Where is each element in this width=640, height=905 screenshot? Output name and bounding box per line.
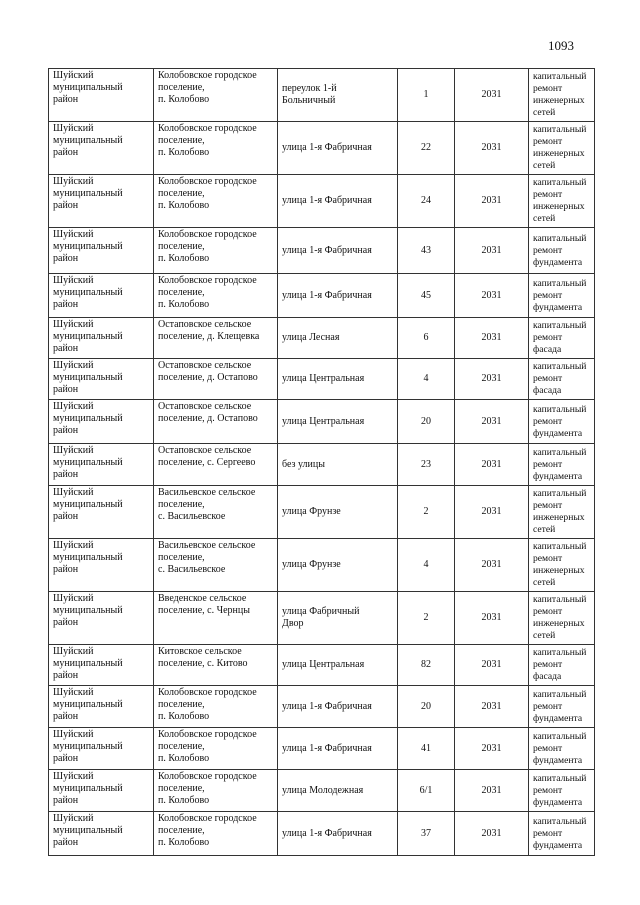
table-row	[49, 686, 595, 728]
street-cell-line: без улицы	[282, 458, 325, 470]
street-cell-line: улица 1-я Фабричная	[282, 244, 372, 256]
house-number-cell: 24	[398, 175, 455, 228]
work-type-cell-line: фундамента	[533, 796, 583, 808]
work-type-cell-line: ремонт	[533, 742, 563, 754]
work-type-cell	[529, 228, 595, 274]
district-cell-line: Шуйский	[53, 275, 94, 286]
work-type-cell	[529, 770, 595, 812]
settlement-cell-line: п. Колобово	[158, 253, 210, 264]
district-cell-line: Шуйский	[53, 540, 94, 551]
page-number: 1093	[548, 38, 574, 53]
settlement-cell-line: поселение,	[158, 135, 205, 146]
settlement-cell-line: Колобовское городское	[158, 70, 257, 81]
district-cell-line: район	[53, 837, 79, 848]
district-cell-line: муниципальный	[53, 188, 123, 199]
street-cell	[278, 728, 398, 770]
work-type-cell-line: ремонт	[533, 289, 563, 301]
house-number-cell: 1	[398, 69, 455, 122]
work-type-cell	[529, 274, 595, 318]
district-cell	[49, 486, 154, 539]
work-type-cell-line: фундамента	[533, 839, 583, 851]
year-cell: 2031	[455, 728, 529, 770]
year-cell: 2031	[455, 645, 529, 686]
work-type-cell-line: инженерных	[533, 95, 585, 106]
work-type-cell	[529, 69, 595, 122]
work-type-cell-line: сетей	[533, 107, 556, 118]
district-cell	[49, 122, 154, 175]
work-type-cell-line: ремонт	[533, 827, 563, 839]
street-cell-line: улица Центральная	[282, 415, 365, 427]
work-type-cell-line: сетей	[533, 630, 556, 641]
district-cell-line: район	[53, 617, 79, 628]
district-cell-line: Шуйский	[53, 487, 94, 498]
settlement-cell-line: Колобовское городское	[158, 123, 257, 134]
year-cell: 2031	[455, 444, 529, 486]
settlement-cell	[154, 728, 278, 770]
settlement-cell-line: поселение,	[158, 287, 205, 298]
street-cell	[278, 770, 398, 812]
house-number-cell: 23	[398, 444, 455, 486]
settlement-cell	[154, 686, 278, 728]
work-type-cell-line: капитальный	[533, 124, 587, 135]
work-type-cell	[529, 175, 595, 228]
table-row	[49, 400, 595, 444]
district-cell-line: муниципальный	[53, 331, 123, 342]
district-cell-line: Шуйский	[53, 229, 94, 240]
house-number-cell: 6/1	[398, 770, 455, 812]
settlement-cell-line: поселение,	[158, 241, 205, 252]
work-type-cell-line: капитальный	[533, 488, 587, 499]
settlement-cell-line: п. Колобово	[158, 147, 210, 158]
settlement-cell-line: Колобовское городское	[158, 771, 257, 782]
year-cell: 2031	[455, 69, 529, 122]
settlement-cell-line: Колобовское городское	[158, 687, 257, 698]
district-cell-line: Шуйский	[53, 729, 94, 740]
work-type-cell-line: фундамента	[533, 712, 583, 724]
year-cell: 2031	[455, 318, 529, 359]
settlement-cell-line: п. Колобово	[158, 711, 210, 722]
settlement-cell-line: п. Колобово	[158, 94, 210, 105]
district-cell-line: район	[53, 670, 79, 681]
district-cell-line: Шуйский	[53, 687, 94, 698]
district-cell-line: Шуйский	[53, 319, 94, 330]
table-row	[49, 592, 595, 645]
table-row	[49, 175, 595, 228]
district-cell	[49, 592, 154, 645]
work-type-cell	[529, 486, 595, 539]
settlement-cell	[154, 645, 278, 686]
work-type-cell-line: капитальный	[533, 815, 587, 827]
table-row	[49, 486, 595, 539]
district-cell-line: район	[53, 253, 79, 264]
house-number-cell: 22	[398, 122, 455, 175]
work-type-cell	[529, 728, 595, 770]
settlement-cell-line: поселение,	[158, 188, 205, 199]
district-cell-line: Шуйский	[53, 646, 94, 657]
work-type-cell-line: фундамента	[533, 256, 583, 268]
district-cell	[49, 728, 154, 770]
street-cell-line: улица 1-я Фабричная	[282, 289, 372, 301]
district-cell	[49, 444, 154, 486]
work-type-cell-line: ремонт фасада	[533, 659, 563, 682]
district-cell-line: муниципальный	[53, 605, 123, 616]
house-number-cell: 4	[398, 539, 455, 592]
work-type-cell-line: капитальный	[533, 446, 587, 458]
street-cell-line: улица 1-я Фабричная	[282, 742, 372, 754]
work-type-cell-line: капитальный	[533, 541, 587, 552]
settlement-cell	[154, 228, 278, 274]
district-cell	[49, 400, 154, 444]
work-type-cell-line: ремонт	[533, 244, 563, 256]
table-row	[49, 770, 595, 812]
settlement-cell	[154, 274, 278, 318]
street-cell-line: Больничный	[282, 95, 336, 106]
district-cell-line: муниципальный	[53, 699, 123, 710]
year-cell: 2031	[455, 539, 529, 592]
work-type-cell-line: ремонт	[533, 700, 563, 712]
house-number-cell: 20	[398, 400, 455, 444]
settlement-cell	[154, 486, 278, 539]
house-number-cell: 45	[398, 274, 455, 318]
street-cell-line: улица Лесная	[282, 332, 340, 343]
work-type-cell-line: капитальный	[533, 71, 587, 82]
work-type-cell-line: капитальный	[533, 403, 587, 415]
district-cell-line: муниципальный	[53, 499, 123, 510]
table-row	[49, 274, 595, 318]
work-type-cell	[529, 318, 595, 359]
work-type-cell-line: инженерных	[533, 512, 585, 523]
street-cell	[278, 274, 398, 318]
table-row	[49, 645, 595, 686]
work-type-cell-line: ремонт фасада	[533, 373, 563, 396]
settlement-cell-line: поселение,	[158, 552, 205, 563]
street-cell	[278, 175, 398, 228]
year-cell: 2031	[455, 274, 529, 318]
district-cell	[49, 318, 154, 359]
street-cell-line: Двор	[282, 618, 304, 629]
table-row	[49, 318, 595, 359]
work-type-cell-line: ремонт	[533, 136, 563, 147]
street-cell-line: улица 1-я Фабричная	[282, 700, 372, 712]
street-cell	[278, 486, 398, 539]
work-type-cell-line: ремонт	[533, 606, 563, 617]
settlement-cell	[154, 812, 278, 856]
work-type-cell-line: сетей	[533, 524, 556, 535]
work-type-cell-line: капитальный	[533, 232, 587, 244]
settlement-cell	[154, 400, 278, 444]
district-cell-line: муниципальный	[53, 457, 123, 468]
work-type-cell	[529, 359, 595, 400]
street-cell-line: улица Молодежная	[282, 784, 364, 796]
year-cell: 2031	[455, 812, 529, 856]
district-cell	[49, 770, 154, 812]
settlement-cell-line: Колобовское городское	[158, 275, 257, 286]
work-type-cell	[529, 686, 595, 728]
district-cell-line: район	[53, 425, 79, 436]
year-cell: 2031	[455, 122, 529, 175]
registry-body	[49, 69, 595, 856]
year-cell: 2031	[455, 770, 529, 812]
settlement-cell-line: п. Колобово	[158, 299, 210, 310]
table-row	[49, 359, 595, 400]
year-cell: 2031	[455, 486, 529, 539]
street-cell	[278, 228, 398, 274]
district-cell-line: район	[53, 711, 79, 722]
work-type-cell	[529, 812, 595, 856]
year-cell: 2031	[455, 359, 529, 400]
street-cell-line: улица 1-я Фабричная	[282, 142, 372, 153]
street-cell	[278, 592, 398, 645]
table-row	[49, 812, 595, 856]
work-type-cell-line: ремонт	[533, 500, 563, 511]
table-row	[49, 539, 595, 592]
settlement-cell-line: Колобовское городское	[158, 813, 257, 824]
district-cell-line: муниципальный	[53, 82, 123, 93]
district-cell	[49, 69, 154, 122]
settlement-cell-line: поселение,	[158, 82, 205, 93]
district-cell-line: муниципальный	[53, 372, 123, 383]
district-cell-line: Шуйский	[53, 176, 94, 187]
settlement-cell-line: Остаповское сельское	[158, 401, 252, 412]
year-cell: 2031	[455, 228, 529, 274]
district-cell-line: район	[53, 384, 79, 395]
settlement-cell-line: поселение,	[158, 699, 205, 710]
district-cell-line: район	[53, 299, 79, 310]
settlement-cell-line: поселение, с. Чернцы	[158, 605, 250, 616]
settlement-cell-line: с. Васильевское	[158, 564, 226, 575]
settlement-cell-line: Введенское сельское	[158, 593, 247, 604]
work-type-cell-line: ремонт	[533, 189, 563, 200]
district-cell-line: Шуйский	[53, 70, 94, 81]
district-cell	[49, 686, 154, 728]
settlement-cell-line: поселение,	[158, 783, 205, 794]
work-type-cell	[529, 400, 595, 444]
district-cell-line: район	[53, 200, 79, 211]
settlement-cell-line: п. Колобово	[158, 837, 210, 848]
settlement-cell-line: поселение, д. Остапово	[158, 372, 258, 383]
district-cell-line: район	[53, 753, 79, 764]
house-number-cell: 37	[398, 812, 455, 856]
settlement-cell-line: поселение,	[158, 741, 205, 752]
street-cell-line: улица 1-я Фабричная	[282, 195, 372, 206]
district-cell-line: район	[53, 511, 79, 522]
district-cell	[49, 228, 154, 274]
year-cell: 2031	[455, 400, 529, 444]
settlement-cell	[154, 122, 278, 175]
street-cell-line: улица Центральная	[282, 659, 365, 670]
district-cell-line: Шуйский	[53, 401, 94, 412]
street-cell	[278, 444, 398, 486]
work-type-cell-line: инженерных	[533, 201, 585, 212]
work-type-cell-line: ремонт	[533, 458, 563, 470]
work-type-cell-line: ремонт фасада	[533, 332, 563, 355]
street-cell	[278, 812, 398, 856]
street-cell-line: улица 1-я Фабричная	[282, 827, 372, 839]
district-cell	[49, 539, 154, 592]
settlement-cell-line: п. Колобово	[158, 200, 210, 211]
street-cell	[278, 359, 398, 400]
district-cell	[49, 359, 154, 400]
work-type-cell	[529, 444, 595, 486]
district-cell-line: муниципальный	[53, 783, 123, 794]
repair-registry-table	[48, 68, 595, 856]
district-cell	[49, 645, 154, 686]
work-type-cell-line: фундамента	[533, 427, 583, 439]
district-cell-line: Шуйский	[53, 123, 94, 134]
work-type-cell-line: ремонт	[533, 553, 563, 564]
work-type-cell-line: фундамента	[533, 301, 583, 313]
settlement-cell	[154, 359, 278, 400]
street-cell-line: улица Фабричный	[282, 606, 360, 617]
house-number-cell: 20	[398, 686, 455, 728]
settlement-cell	[154, 770, 278, 812]
district-cell	[49, 274, 154, 318]
settlement-cell-line: поселение, с. Китово	[158, 658, 248, 669]
settlement-cell-line: Колобовское городское	[158, 176, 257, 187]
table-row	[49, 122, 595, 175]
house-number-cell: 4	[398, 359, 455, 400]
street-cell-line: улица Фрунзе	[282, 559, 341, 570]
settlement-cell-line: поселение,	[158, 499, 205, 510]
district-cell-line: район	[53, 343, 79, 354]
work-type-cell-line: ремонт	[533, 83, 563, 94]
district-cell-line: муниципальный	[53, 241, 123, 252]
house-number-cell: 6	[398, 318, 455, 359]
district-cell-line: Шуйский	[53, 445, 94, 456]
work-type-cell-line: капитальный	[533, 594, 587, 605]
work-type-cell-line: ремонт	[533, 784, 563, 796]
street-cell	[278, 69, 398, 122]
table-row	[49, 444, 595, 486]
settlement-cell	[154, 444, 278, 486]
work-type-cell	[529, 592, 595, 645]
settlement-cell-line: Остаповское сельское	[158, 360, 252, 371]
house-number-cell: 82	[398, 645, 455, 686]
district-cell-line: муниципальный	[53, 552, 123, 563]
district-cell-line: муниципальный	[53, 825, 123, 836]
district-cell-line: район	[53, 469, 79, 480]
house-number-cell: 41	[398, 728, 455, 770]
settlement-cell	[154, 539, 278, 592]
district-cell	[49, 812, 154, 856]
work-type-cell-line: капитальный	[533, 647, 587, 658]
settlement-cell-line: Васильевское сельское	[158, 487, 256, 498]
district-cell-line: муниципальный	[53, 413, 123, 424]
street-cell	[278, 400, 398, 444]
street-cell	[278, 686, 398, 728]
year-cell: 2031	[455, 686, 529, 728]
house-number-cell: 2	[398, 486, 455, 539]
settlement-cell-line: с. Васильевское	[158, 511, 226, 522]
year-cell: 2031	[455, 175, 529, 228]
work-type-cell-line: фундамента	[533, 754, 583, 766]
district-cell-line: Шуйский	[53, 771, 94, 782]
work-type-cell-line: капитальный	[533, 772, 587, 784]
work-type-cell-line: капитальный	[533, 320, 587, 331]
district-cell-line: район	[53, 147, 79, 158]
district-cell-line: муниципальный	[53, 135, 123, 146]
settlement-cell-line: Васильевское сельское	[158, 540, 256, 551]
district-cell-line: Шуйский	[53, 813, 94, 824]
settlement-cell-line: Остаповское сельское	[158, 319, 252, 330]
settlement-cell-line: п. Колобово	[158, 795, 210, 806]
street-cell	[278, 539, 398, 592]
settlement-cell-line: Колобовское городское	[158, 229, 257, 240]
district-cell-line: район	[53, 795, 79, 806]
district-cell-line: муниципальный	[53, 658, 123, 669]
settlement-cell-line: поселение,	[158, 825, 205, 836]
work-type-cell-line: фундамента	[533, 470, 583, 482]
work-type-cell-line: сетей	[533, 213, 556, 224]
work-type-cell-line: инженерных	[533, 618, 585, 629]
settlement-cell	[154, 318, 278, 359]
district-cell-line: муниципальный	[53, 287, 123, 298]
table-row	[49, 69, 595, 122]
work-type-cell-line: капитальный	[533, 688, 587, 700]
work-type-cell-line: инженерных	[533, 565, 585, 576]
work-type-cell-line: капитальный	[533, 277, 587, 289]
settlement-cell-line: Остаповское сельское	[158, 445, 252, 456]
settlement-cell	[154, 175, 278, 228]
table-row	[49, 228, 595, 274]
settlement-cell-line: п. Колобово	[158, 753, 210, 764]
district-cell-line: район	[53, 94, 79, 105]
work-type-cell-line: капитальный	[533, 361, 587, 372]
street-cell	[278, 645, 398, 686]
work-type-cell-line: ремонт	[533, 415, 563, 427]
settlement-cell-line: Китовское сельское	[158, 646, 242, 657]
district-cell-line: район	[53, 564, 79, 575]
street-cell	[278, 318, 398, 359]
house-number-cell: 2	[398, 592, 455, 645]
table-row	[49, 728, 595, 770]
work-type-cell-line: капитальный	[533, 730, 587, 742]
district-cell	[49, 175, 154, 228]
settlement-cell-line: поселение, д. Клещевка	[158, 331, 260, 342]
settlement-cell-line: поселение, д. Остапово	[158, 413, 258, 424]
work-type-cell-line: капитальный	[533, 177, 587, 188]
settlement-cell	[154, 69, 278, 122]
street-cell-line: переулок 1-й	[282, 83, 337, 94]
year-cell: 2031	[455, 592, 529, 645]
work-type-cell-line: сетей	[533, 577, 556, 588]
settlement-cell-line: Колобовское городское	[158, 729, 257, 740]
work-type-cell	[529, 539, 595, 592]
work-type-cell-line: сетей	[533, 160, 556, 171]
settlement-cell-line: поселение, с. Сергеево	[158, 457, 256, 468]
settlement-cell	[154, 592, 278, 645]
street-cell-line: улица Центральная	[282, 373, 365, 384]
street-cell-line: улица Фрунзе	[282, 506, 341, 517]
work-type-cell	[529, 645, 595, 686]
district-cell-line: Шуйский	[53, 360, 94, 371]
district-cell-line: муниципальный	[53, 741, 123, 752]
street-cell	[278, 122, 398, 175]
work-type-cell	[529, 122, 595, 175]
work-type-cell-line: инженерных	[533, 148, 585, 159]
house-number-cell: 43	[398, 228, 455, 274]
district-cell-line: Шуйский	[53, 593, 94, 604]
